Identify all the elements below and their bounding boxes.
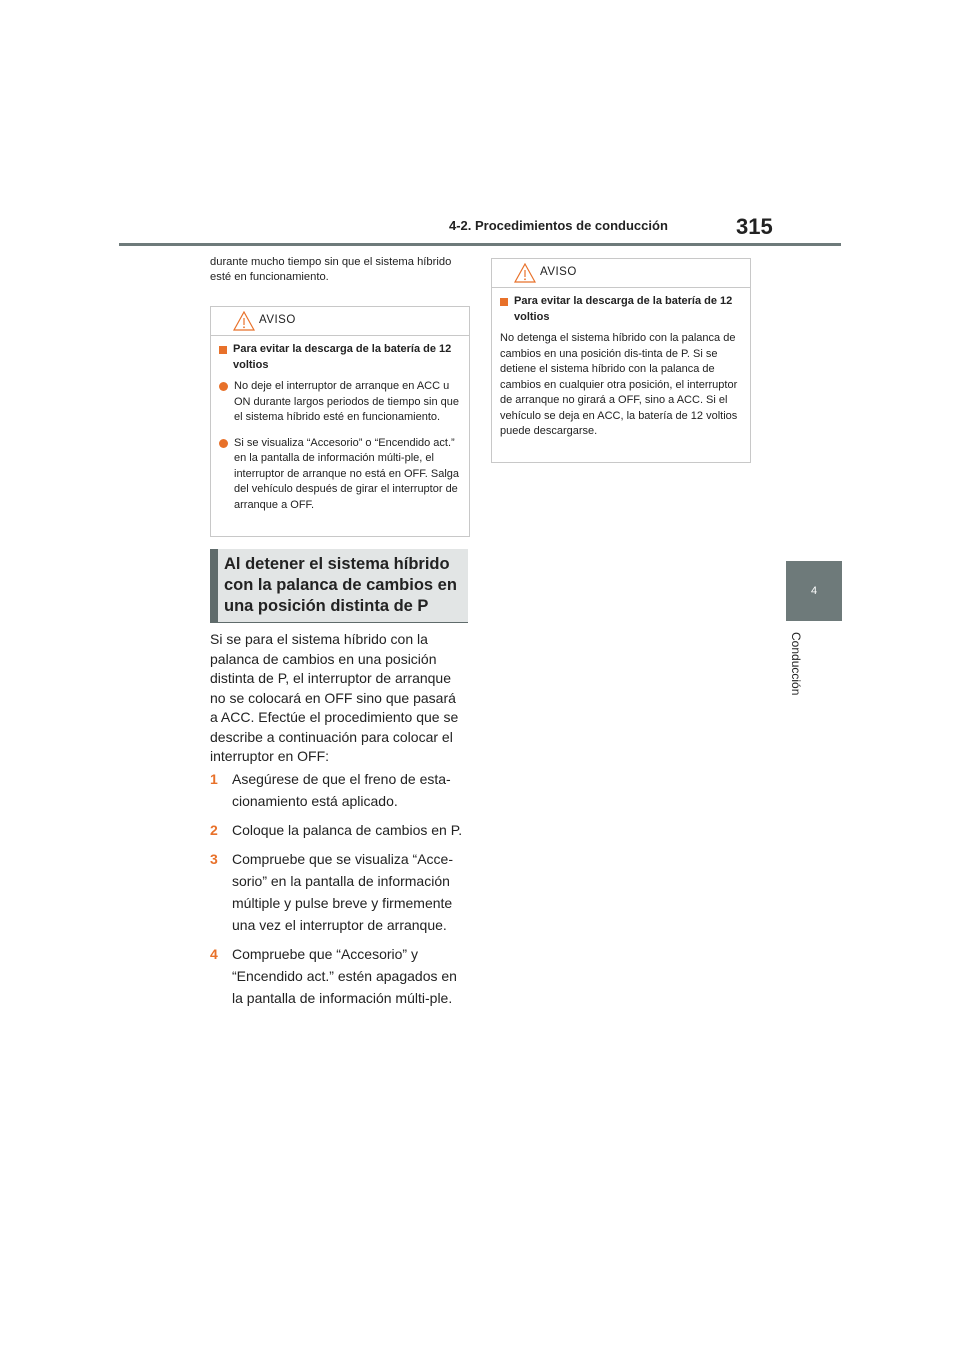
section-heading — [210, 549, 468, 623]
procedure-step — [210, 943, 466, 1009]
square-bullet-icon — [500, 298, 508, 306]
header-rule — [119, 243, 841, 246]
square-bullet-icon — [219, 346, 227, 354]
warning-box-header — [211, 307, 469, 336]
procedure-step — [210, 819, 466, 841]
warning-box-right — [491, 258, 751, 463]
header-section-title: 4-2. Procedimientos de conducción — [449, 218, 668, 233]
warning-box-header — [492, 259, 750, 288]
procedure-steps — [210, 768, 466, 1016]
round-bullet-icon — [219, 439, 228, 448]
step-text: Compruebe que “Accesorio” y “Encendido act.” estén apagados en la pantalla de información múlti-ple. — [232, 946, 457, 1006]
section-body-text: Si se para el sistema híbrido con la palanca de cambios en una posición distinta de P, el interruptor de arranque no se colocará en OFF sino que pasará a ACC. Efectúe el procedimiento que se describe a continuación para colocar el interruptor en OFF: — [210, 631, 459, 764]
chapter-number: 4 — [810, 585, 818, 597]
warning-bullet-text: No deje el interruptor de arranque en ACC u ON durante largos periodos de tiempo sin que el sistema híbrido esté en funcionamiento. — [234, 380, 460, 423]
step-number: 4 — [210, 946, 218, 962]
warning-body-text: No detenga el sistema híbrido con la palanca de cambios en una posición dis-tinta de P. Si se detiene el sistema híbrido con la palanca de cambios en cualquier otra posición, el interruptor de arranque no girará a OFF, sino a ACC. Si el vehículo se deja en ACC, la batería de 12 voltios puede descargarse. — [500, 332, 738, 437]
warning-triangle-icon — [233, 311, 255, 331]
section-heading-bar — [210, 549, 218, 622]
chapter-label: Conducción — [789, 632, 803, 696]
step-text: Coloque la palanca de cambios en P. — [232, 822, 463, 838]
warning-bullet — [219, 436, 461, 514]
warning-bullet — [219, 379, 461, 426]
warning-subtitle-text: Para evitar la descarga de la batería de 12 voltios — [514, 295, 733, 323]
warning-bullet-text: Si se visualiza “Accesorio” o “Encendido act.” en la pantalla de información múlti-ple, el interruptor de arranque no está en OFF. Salga del vehículo después de girar el interruptor de arranque a OFF. — [234, 436, 460, 511]
warning-box-left — [210, 306, 470, 537]
warning-subtitle — [500, 294, 742, 325]
warning-triangle-icon — [514, 263, 536, 283]
round-bullet-icon — [219, 382, 228, 391]
warning-title: AVISO — [259, 314, 296, 326]
page-number: 315 — [736, 214, 773, 239]
warning-title: AVISO — [540, 266, 577, 278]
procedure-step — [210, 768, 466, 812]
step-text: Asegúrese de que el freno de esta-cionamiento está aplicado. — [232, 771, 451, 809]
step-number: 2 — [210, 822, 218, 838]
procedure-step — [210, 848, 466, 936]
intro-text: durante mucho tiempo sin que el sistema híbrido esté en funcionamiento. — [210, 256, 452, 283]
warning-subtitle-text: Para evitar la descarga de la batería de 12 voltios — [233, 343, 452, 371]
step-number: 3 — [210, 851, 218, 867]
section-heading-title: Al detener el sistema híbrido con la palanca de cambios en una posición distinta de P — [224, 555, 457, 615]
chapter-tab — [786, 561, 842, 621]
step-text: Compruebe que se visualiza “Acce-sorio” en la pantalla de información múltiple y pulse breve y firmemente una vez el interruptor de arranque. — [232, 851, 453, 933]
warning-subtitle — [219, 342, 461, 373]
warning-box-body — [492, 288, 750, 448]
step-number: 1 — [210, 771, 218, 787]
warning-box-body — [211, 336, 469, 531]
